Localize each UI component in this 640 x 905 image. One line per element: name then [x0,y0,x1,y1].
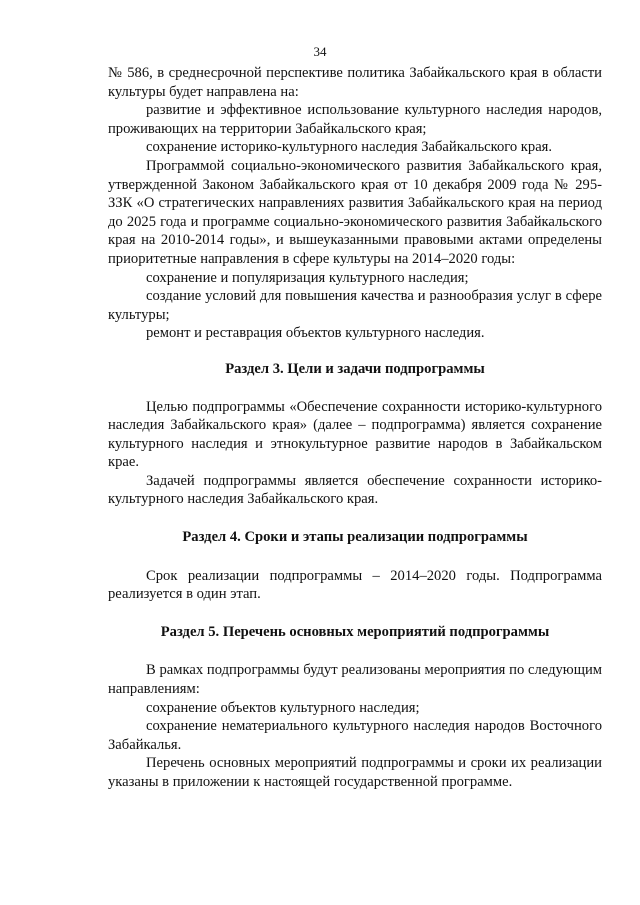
list-item-objects: сохранение объектов культурного наследия; [146,699,420,716]
section-4-heading: Раздел 4. Сроки и этапы реализации подпрограммы [182,529,528,546]
paragraph-program: Программой социально-экономического развития Забайкальского края, утвержденной Законом Забайкальского края от 10 декабря 2009 года № 295-ЗЗК «О стратегических направлениях развития Забайкальского края на период до 2025 года и программе социально-экономического развития Забайкальского края на 2010-2014 годы», и вышеуказанными правовыми актами определены приоритетные направления в сфере культуры на 2014–2020 годы: [108,157,602,267]
page-number: 34 [313,44,327,59]
list-item-conditions: создание условий для повышения качества и разнообразия услуг в сфере культуры; [108,288,602,323]
list-item-restoration: ремонт и реставрация объектов культурного наследия. [146,325,485,342]
section-3-goal: Целью подпрограммы «Обеспечение сохранности историко-культурного наследия Забайкальского края» (далее – подпрограмма) является сохранение культурного наследия и этнокультурное развитие народов в Забайкальском крае. [108,398,602,471]
section-5-intro: В рамках подпрограммы будут реализованы мероприятия по следующим направлениям: [108,662,602,698]
list-item-development: развитие и эффективное использование культурного наследия народов, проживающих на территории Забайкальского края; [108,102,602,137]
list-item-intangible: сохранение нематериального культурного наследия народов Восточного Забайкалья. [108,718,602,753]
section-4-timeline: Срок реализации подпрограммы – 2014–2020 годы. Подпрограмма реализуется в один этап. [108,567,602,603]
list-item-popularization: сохранение и популяризация культурного наследия; [146,269,469,286]
section-3-heading: Раздел 3. Цели и задачи подпрограммы [225,360,485,377]
section-3-task: Задачей подпрограммы является обеспечение сохранности историко-культурного наследия Забайкальского края. [108,472,602,508]
paragraph-continuation: № 586, в среднесрочной перспективе политика Забайкальского края в области культуры будет направлена на: [108,65,602,100]
document-body [108,64,602,792]
list-item-preservation: сохранение историко-культурного наследия Забайкальского края. [146,139,553,156]
section-5-heading: Раздел 5. Перечень основных мероприятий подпрограммы [160,623,550,640]
section-5-list-reference: Перечень основных мероприятий подпрограммы и сроки их реализации указаны в приложении к настоящей государственной программе. [108,755,602,790]
